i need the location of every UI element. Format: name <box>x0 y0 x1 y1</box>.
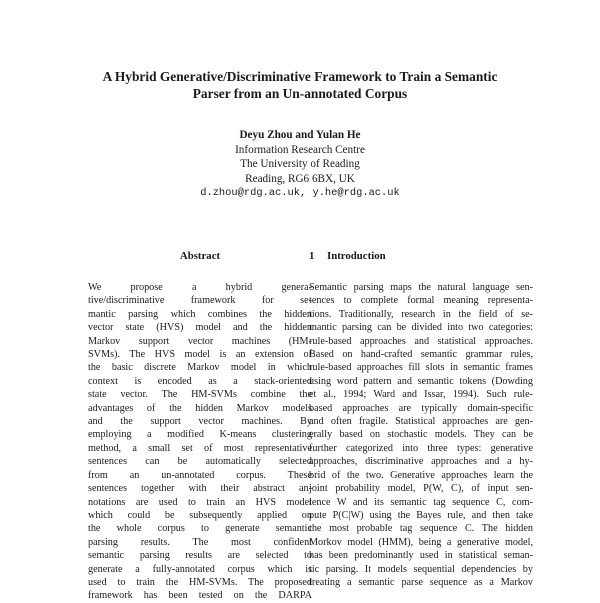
text-line: joint probability model, P(W, C), of input sen- <box>309 483 533 495</box>
text-line: vector state (HVS) model and the hidden <box>88 322 312 334</box>
abstract-column <box>88 250 312 603</box>
text-line: framework has been tested on the DARPA <box>88 590 312 602</box>
text-line: sentences together with their abstract an- <box>88 483 312 495</box>
text-line: tic parsing. It models sequential dependencies by <box>309 563 533 575</box>
text-line: the most probable tag sequence C. The hidden <box>309 523 533 535</box>
text-line: rule-based approaches and statistical approaches. <box>309 335 533 347</box>
affiliation-line: Information Research Centre <box>235 143 365 156</box>
text-line: et al., 1994; Ward and Issar, 1994). Such rule- <box>309 389 533 401</box>
paper-title <box>0 68 600 102</box>
text-line: tence W and its semantic tag sequence C, com- <box>309 496 533 508</box>
text-line: semantic parsing results are selected to <box>88 550 312 562</box>
text-line: pute P(C|W) using the Bayes rule, and then take <box>309 509 533 521</box>
affiliation-line: Reading, RG6 6BX, UK <box>245 172 355 185</box>
text-line: We propose a hybrid genera- <box>88 282 312 293</box>
text-line: method, a small set of most representative <box>88 442 312 454</box>
text-line: has been predominantly used in statistical seman- <box>309 550 533 562</box>
text-line: advantages of the hidden Markov models <box>88 402 312 414</box>
text-line: tive/discriminative framework for se- <box>88 295 312 307</box>
text-line: mantic parsing can be divided into two categories: <box>309 322 533 334</box>
text-line: Markov support vector machines (HM- <box>88 335 312 347</box>
text-line: the whole corpus to generate semantic <box>88 523 312 535</box>
author-names: Deyu Zhou and Yulan He <box>239 129 361 141</box>
text-line: parsing results. The most confident <box>88 536 312 548</box>
text-line: the basic discrete Markov model in which <box>88 362 312 374</box>
text-line: treating a semantic parse sequence as a Markov <box>309 576 533 588</box>
text-line: sentences can be automatically selected <box>88 456 312 468</box>
title-line: A Hybrid Generative/Discriminative Framework to Train a Semantic <box>102 69 498 84</box>
text-line: approaches, discriminative approaches and a hy- <box>309 456 533 468</box>
text-line: using word pattern and semantic tokens (Dowding <box>309 375 533 387</box>
text-line: erally based on stochastic models. They can be <box>309 429 533 441</box>
text-line: employing a modified K-means clustering <box>88 429 312 441</box>
author-emails: d.zhou@rdg.ac.uk, y.he@rdg.ac.uk <box>200 187 400 200</box>
section-title: Introduction <box>327 250 386 262</box>
text-line: generate a fully-annotated corpus which is <box>88 563 312 575</box>
introduction-heading <box>309 250 533 265</box>
text-line: context is encoded as a stack-oriented <box>88 375 312 387</box>
title-line: Parser from an Un-annotated Corpus <box>192 86 408 101</box>
section-number: 1 <box>309 250 315 262</box>
text-line: based approaches are typically domain-specific <box>309 402 533 414</box>
affiliation-line: The University of Reading <box>240 158 360 171</box>
introduction-body <box>309 281 533 589</box>
text-line: used to train the HM-SVMs. The proposed <box>88 576 312 588</box>
text-line: Based on hand-crafted semantic grammar rules, <box>309 349 533 361</box>
text-line: tences to complete formal meaning representa- <box>309 295 533 307</box>
text-line: mantic parsing which combines the hidden <box>88 308 312 320</box>
text-line: tions. Traditionally, research in the field of se- <box>309 308 533 320</box>
author-block <box>0 128 600 201</box>
text-line: and often fragile. Statistical approaches are gen- <box>309 416 533 428</box>
abstract-body <box>88 281 312 603</box>
text-line: notations are used to train an HVS model <box>88 496 312 508</box>
introduction-column <box>309 250 533 589</box>
text-line: SVMs). The HVS model is an extension of <box>88 349 312 361</box>
text-line: further categorized into three types: generative <box>309 442 533 454</box>
text-line: brid of the two. Generative approaches learn the <box>309 469 533 481</box>
text-line: which could be subsequently applied on <box>88 509 312 521</box>
text-line: Semantic parsing maps the natural language sen- <box>309 282 533 293</box>
text-line: state vector. The HM-SVMs combine the <box>88 389 312 401</box>
text-line: and the support vector machines. By <box>88 416 312 428</box>
text-line: from an un-annotated corpus. These <box>88 469 312 481</box>
abstract-heading: Abstract <box>179 250 221 262</box>
text-line: rule-based approaches fill slots in semantic frames <box>309 362 533 374</box>
text-line: Morkov model (HMM), being a generative model, <box>309 536 533 548</box>
